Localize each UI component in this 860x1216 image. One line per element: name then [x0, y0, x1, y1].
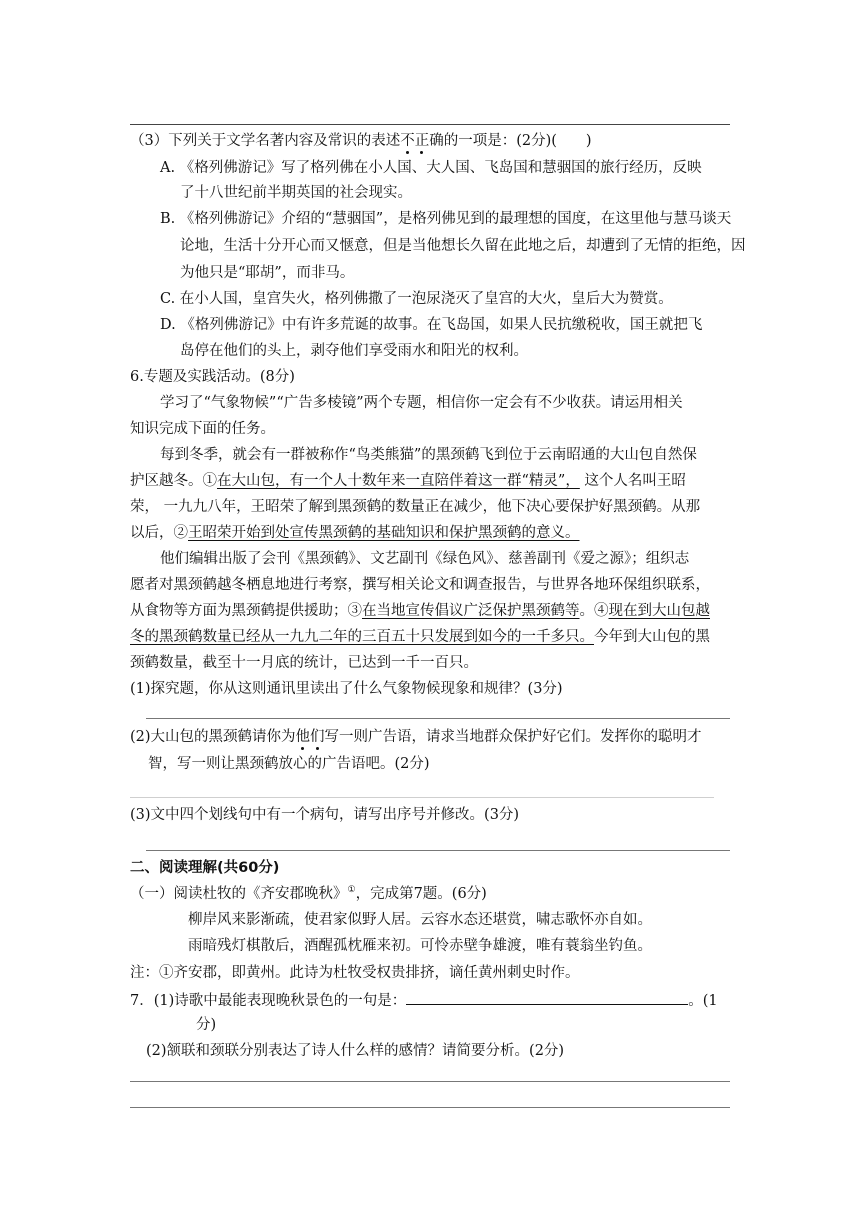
- underlined-sentence-2: 王昭荣开始到处宣传黑颈鹤的基础知识和保护黑颈鹤的意义。: [188, 525, 580, 541]
- answer-line-q7-2b[interactable]: [130, 1107, 730, 1108]
- q3-option-c-line1: C. 在小人国，皇宫失火，格列佛撒了一泡尿浇灭了皇宫的大火，皇后大为赞赏。: [160, 291, 673, 307]
- passage-p2-line4: 冬的黑颈鹤数量已经从一九九二年的三百五十只发展到如今的一千多只。今年到大山包的黑: [130, 629, 710, 645]
- underlined-sentence-4-cont: 冬的黑颈鹤数量已经从一九九二年的三百五十只发展到如今的一千多只。: [130, 629, 594, 645]
- underlined-sentence-3: 在当地宣传倡议广泛保护黑颈鹤等: [362, 603, 580, 619]
- reading-part1-heading: （一）阅读杜牧的《齐安郡晚秋》①，完成第7题。(6分): [130, 885, 487, 902]
- footnote-marker: ①: [347, 885, 356, 895]
- q6-title: 6.专题及实践活动。(8分): [130, 369, 295, 385]
- q6-sub2-line2: 智，写一则让黑颈鹤放心的广告语吧。(2分): [148, 756, 430, 772]
- q3-option-b-line2: 论地，生活十分开心而又惬意，但是当他想长久留在此地之后，却遭到了无情的拒绝，因: [180, 238, 746, 254]
- q6-sub3: (3)文中四个划线句中有一个病句，请写出序号并修改。(3分): [130, 807, 520, 823]
- q3-option-a-line2: 了十八世纪前半期英国的社会现实。: [180, 185, 412, 201]
- answer-line-q7-2a[interactable]: [130, 1081, 730, 1082]
- q7-sub1-line1: 7．(1)诗歌中最能表现晚秋景色的一句是： 。(1: [130, 993, 718, 1009]
- emphasis-dot-char: 们: [310, 729, 325, 745]
- answer-line-sub1[interactable]: [146, 718, 730, 719]
- q3-stem: （3）下列关于文学名著内容及常识的表述不正确的一项是：(2分)( ): [130, 133, 592, 149]
- emphasis-dot-char: 不: [400, 133, 415, 149]
- q6-sub1: (1)探究题，你从这则通讯里读出了什么气象物候现象和规律？(3分): [130, 681, 563, 697]
- top-rule: [130, 124, 730, 125]
- passage-p2-line5: 颈鹤数量，截至十一月底的统计，已达到一千一百只。: [130, 655, 478, 671]
- passage-p2-line3: 从食物等方面为黑颈鹤提供援助；③在当地宣传倡议广泛保护黑颈鹤等。④现在到大山包越: [130, 603, 710, 619]
- q3-option-d-line1: D. 《格列佛游记》中有许多荒诞的故事。在飞岛国，如果人民抗缴税收，国王就把飞: [160, 317, 703, 333]
- answer-line-sub3[interactable]: [146, 850, 730, 851]
- underlined-sentence-1: 在大山包，有一个人十数年来一直陪伴着这一群“精灵”，: [217, 473, 580, 489]
- q7-sub1-line2: 分): [196, 1017, 217, 1033]
- emphasis-dot-char: 正: [414, 133, 430, 149]
- section-title: 二、阅读理解(共60分): [130, 860, 280, 876]
- passage-p1-line4: 以后，②王昭荣开始到处宣传黑颈鹤的基础知识和保护黑颈鹤的意义。: [130, 525, 580, 541]
- poem-line1: 柳岸风来影渐疏，使君家似野人居。云容水态还堪赏，啸志歌怀亦自如。: [188, 912, 652, 928]
- passage-p1-line1: 每到冬季，就会有一群被称作“鸟类熊猫”的黑颈鹤飞到位于云南昭通的大山包自然保: [160, 447, 697, 463]
- answer-blank-q7-1[interactable]: [406, 992, 688, 1005]
- emphasis-dot-char: 他: [295, 729, 311, 745]
- q6-sub2-line1: (2)大山包的黑颈鹤请你为他们写一则广告语，请求当地群众保护好它们。发挥你的聪明才: [130, 729, 702, 745]
- poem-line2: 雨暗残灯棋散后，酒醒孤枕雁来初。可怜赤壁争雄渡，唯有蓑翁坐钓鱼。: [188, 938, 652, 954]
- passage-p2-line1: 他们编辑出版了会刊《黑颈鹤》、文艺副刊《绿色风》、慈善副刊《爱之源》；组织志: [160, 551, 690, 567]
- passage-p2-line2: 愿者对黑颈鹤越冬栖息地进行考察，撰写相关论文和调查报告，与世界各地环保组织联系，: [130, 577, 710, 593]
- q3-option-a-line1: A. 《格列佛游记》写了格列佛在小人国、大人国、飞岛国和慧骃国的旅行经历，反映: [160, 160, 702, 176]
- q6-intro-line1: 学习了“气象物候”“广告多棱镜”两个专题，相信你一定会有不少收获。请运用相关: [160, 395, 683, 411]
- passage-p1-line2: 护区越冬。①在大山包，有一个人十数年来一直陪伴着这一群“精灵”， 这个人名叫王昭: [130, 473, 686, 489]
- q3-option-b-line3: 为他只是“耶胡”，而非马。: [180, 265, 355, 281]
- passage-p1-line3: 荣， 一九九八年，王昭荣了解到黑颈鹤的数量正在减少，他下决心要保护好黑颈鹤。从那: [130, 499, 701, 515]
- answer-line-sub2[interactable]: [130, 797, 714, 798]
- q7-sub2: (2)颔联和颈联分别表达了诗人什么样的感情？请简要分析。(2分): [146, 1043, 565, 1059]
- q3-option-b-line1: B. 《格列佛游记》介绍的“慧骃国”，是格列佛见到的最理想的国度，在这里他与慧马谈天: [160, 211, 732, 227]
- q3-option-d-line2: 岛停在他们的头上，剥夺他们享受雨水和阳光的权利。: [180, 343, 528, 359]
- poem-note: 注：①齐安郡，即黄州。此诗为杜牧受权贵排挤，谪任黄州刺史时作。: [130, 965, 580, 981]
- q6-intro-line2: 知识完成下面的任务。: [130, 421, 275, 437]
- underlined-sentence-4: 现在到大山包越: [608, 603, 710, 619]
